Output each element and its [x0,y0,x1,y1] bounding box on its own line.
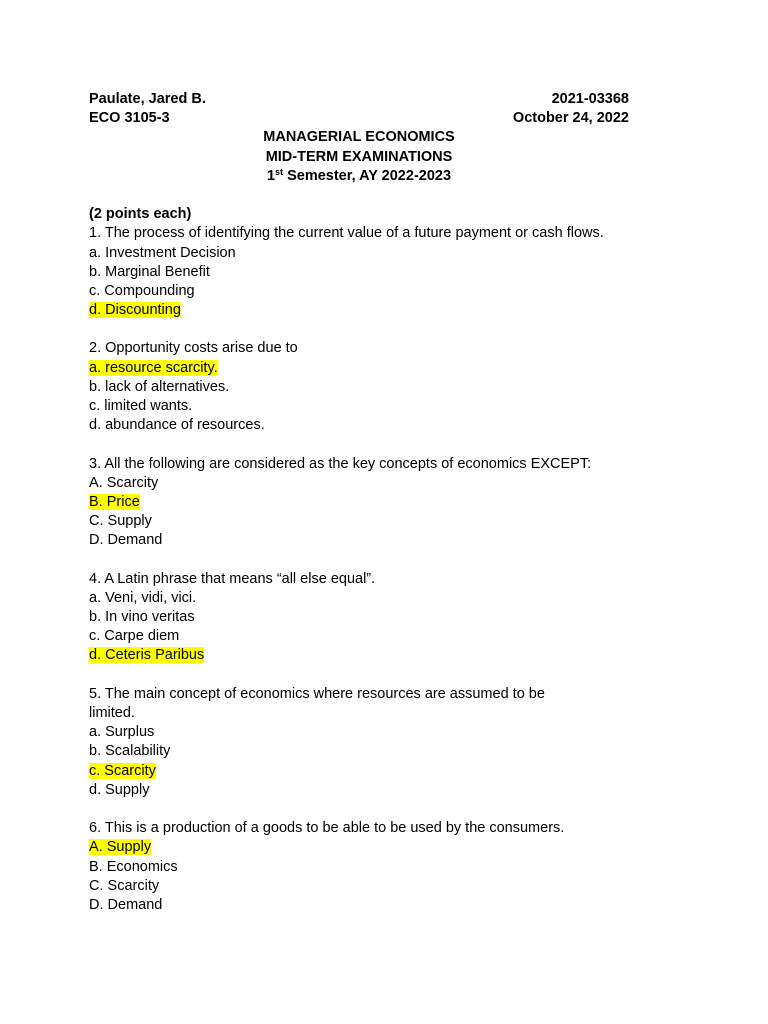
answer-option-line [89,397,629,416]
answer-option-highlighted: d. Ceteris Paribus [89,647,205,664]
answer-option: c. Compounding [89,282,195,299]
question-text: 5. The main concept of economics where resources are assumed to be limited. [89,685,545,722]
student-name: Paulate, Jared B. [89,91,206,107]
answer-option: A. Scarcity [89,474,159,491]
header-row-2 [89,109,629,128]
question-block [89,339,629,454]
semester-rest: Semester, AY 2022-2023 [283,167,452,184]
answer-option: b. Marginal Benefit [89,263,210,280]
question-block [89,455,629,570]
answer-option-line [89,896,629,915]
answer-option-line [89,781,629,800]
exam-date: October 24, 2022 [512,110,629,127]
answer-option: b. Scalability [89,743,171,760]
question-block [89,224,629,339]
answer-option-line [89,531,629,550]
answer-option: d. Supply [89,781,150,798]
question-block [89,570,629,685]
header-row-1 [89,90,629,109]
answer-option: b. lack of alternatives. [89,378,230,395]
spacer [89,320,629,339]
answer-option-highlighted: d. Discounting [89,302,181,319]
answer-option-line [89,589,629,608]
question-text: 6. This is a production of a goods to be able to be used by the consumers. [89,820,565,837]
answer-option: d. abundance of resources. [89,417,265,434]
question-text: 2. Opportunity costs arise due to [89,340,298,357]
answer-option-line [89,877,629,896]
answer-option: c. Carpe diem [89,628,180,645]
answer-option: b. In vino veritas [89,609,195,626]
student-id: 2021-03368 [551,91,629,107]
answer-option-line [89,858,629,877]
question-list [89,224,629,915]
answer-option-line [89,627,629,646]
answer-option-highlighted: B. Price [89,493,140,510]
answer-option-line [89,493,629,512]
instructions: (2 points each) [89,206,192,223]
answer-option-line [89,359,629,378]
title-line-2: MID-TERM EXAMINATIONS [265,148,453,165]
answer-option: a. Veni, vidi, vici. [89,589,197,606]
question-block [89,819,629,915]
answer-option: C. Scarcity [89,877,160,894]
answer-option-line [89,723,629,742]
answer-option: D. Demand [89,896,163,913]
exam-page [89,90,629,915]
answer-option: B. Economics [89,858,178,875]
answer-option-line [89,416,629,435]
answer-option-line [89,282,629,301]
semester-suffix: st [275,166,284,177]
answer-option-line [89,762,629,781]
course-code: ECO 3105-3 [89,110,170,127]
spacer [89,666,629,685]
answer-option-line [89,742,629,761]
answer-option: C. Supply [89,513,152,530]
answer-option-line [89,244,629,263]
answer-option: D. Demand [89,532,163,549]
title-line-1: MANAGERIAL ECONOMICS [263,129,455,146]
answer-option: a. Investment Decision [89,244,236,261]
answer-option: c. limited wants. [89,398,193,414]
answer-option-line [89,474,629,493]
spacer [89,800,629,819]
question-text: 3. All the following are considered as the key concepts of economics EXCEPT: [89,455,592,472]
answer-option-highlighted: A. Supply [89,839,152,856]
answer-option-line [89,263,629,282]
answer-option-line [89,378,629,397]
spacer [89,551,629,570]
spacer [89,435,629,454]
question-text: 1. The process of identifying the current value of a future payment or cash flows. [89,225,604,242]
answer-option-highlighted: c. Scarcity [89,762,156,779]
answer-option-line [89,512,629,531]
semester-number: 1 [266,167,276,184]
answer-option-line [89,301,629,320]
spacer [89,186,629,205]
semester-line [89,167,629,186]
answer-option-line [89,608,629,627]
question-block [89,685,629,819]
answer-option: a. Surplus [89,724,155,741]
answer-option-highlighted: a. resource scarcity. [89,359,218,376]
answer-option-line [89,838,629,857]
question-text: 4. A Latin phrase that means “all else equal”. [89,570,376,587]
answer-option-line [89,646,629,665]
